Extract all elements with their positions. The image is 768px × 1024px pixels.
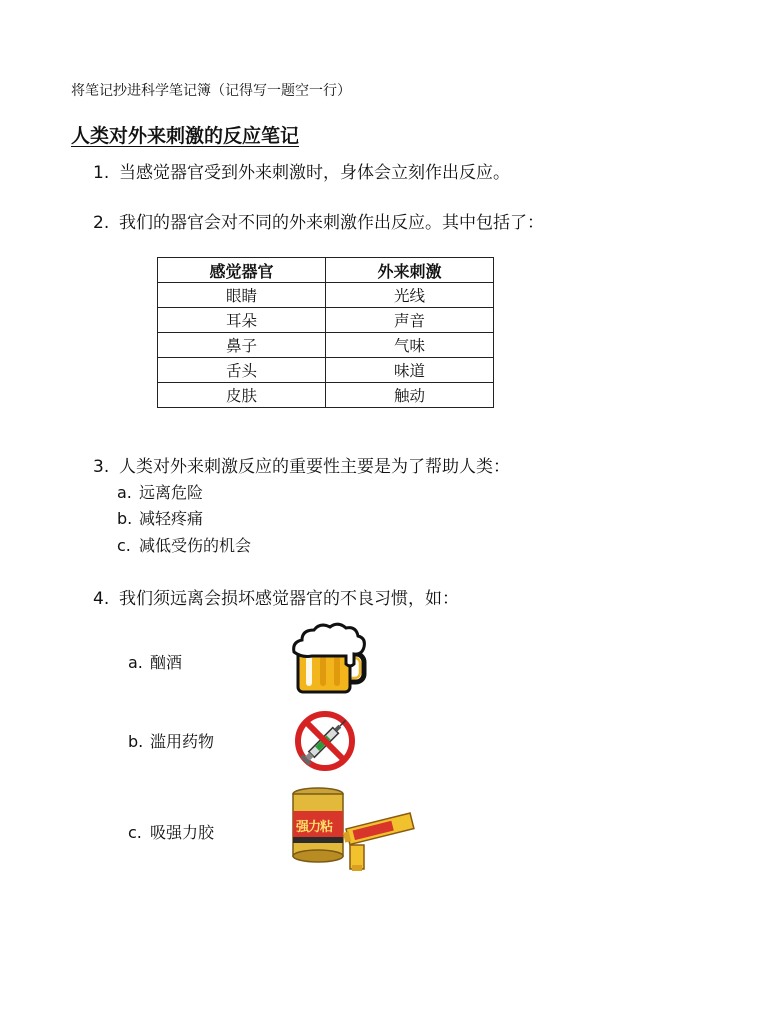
item-text: 滥用药物 [150,732,215,751]
point-text: 我们须远离会损坏感觉器官的不良习惯，如： [119,589,459,609]
item-letter: b. [128,732,144,751]
table-row [158,333,494,358]
table-cell-organ: 皮肤 [158,383,326,408]
table-cell-organ: 耳朵 [158,308,326,333]
table-cell-organ: 鼻子 [158,333,326,358]
table-cell-organ: 眼睛 [158,283,326,308]
item-text: 减低受伤的机会 [139,536,252,555]
item-letter: a. [117,483,132,502]
table-header-stimulus: 外来刺激 [326,258,494,283]
point-2 [93,208,544,233]
point-text: 我们的器官会对不同的外来刺激作出反应。其中包括了： [119,213,544,233]
table-header-organ: 感觉器官 [158,258,326,283]
item-letter: a. [128,653,143,672]
table-cell-stimulus: 声音 [326,308,494,333]
glue-can-label: 强力粘 [296,820,333,835]
instruction-line: 将笔记抄进科学笔记簿（记得写一题空一行） [71,83,351,99]
importance-item-c [117,533,251,556]
organs-stimuli-table [157,257,494,408]
point-text: 人类对外来刺激反应的重要性主要是为了帮助人类： [119,457,510,477]
table-cell-organ: 舌头 [158,358,326,383]
item-text: 远离危险 [139,483,204,502]
point-number: 4. [93,589,110,609]
table-cell-stimulus: 味道 [326,358,494,383]
beer-mug-icon [290,622,368,696]
point-number: 1. [93,163,110,183]
habit-item-a [128,650,182,673]
table-row [158,283,494,308]
table-cell-stimulus: 气味 [326,333,494,358]
item-text: 吸强力胶 [150,823,215,842]
importance-item-a [117,480,203,503]
table-cell-stimulus: 触动 [326,383,494,408]
item-letter: b. [117,509,133,528]
point-number: 3. [93,457,110,477]
point-number: 2. [93,213,110,233]
point-3 [93,452,510,477]
table-row [158,308,494,333]
item-text: 减轻疼痛 [139,509,204,528]
no-drugs-icon [292,708,360,772]
habit-item-c [128,820,214,843]
table-row [158,383,494,408]
page-title: 人类对外来刺激的反应笔记 [71,125,300,147]
point-4 [93,584,459,609]
item-letter: c. [117,536,131,555]
table-row [158,358,494,383]
point-text: 当感觉器官受到外来刺激时，身体会立刻作出反应。 [119,163,510,183]
table-cell-stimulus: 光线 [326,283,494,308]
table-header-row [158,258,494,283]
importance-item-b [117,506,203,529]
habit-item-b [128,729,214,752]
item-letter: c. [128,823,142,842]
item-text: 酗酒 [150,653,183,672]
point-1 [93,158,510,183]
glue-can-icon [290,785,418,873]
